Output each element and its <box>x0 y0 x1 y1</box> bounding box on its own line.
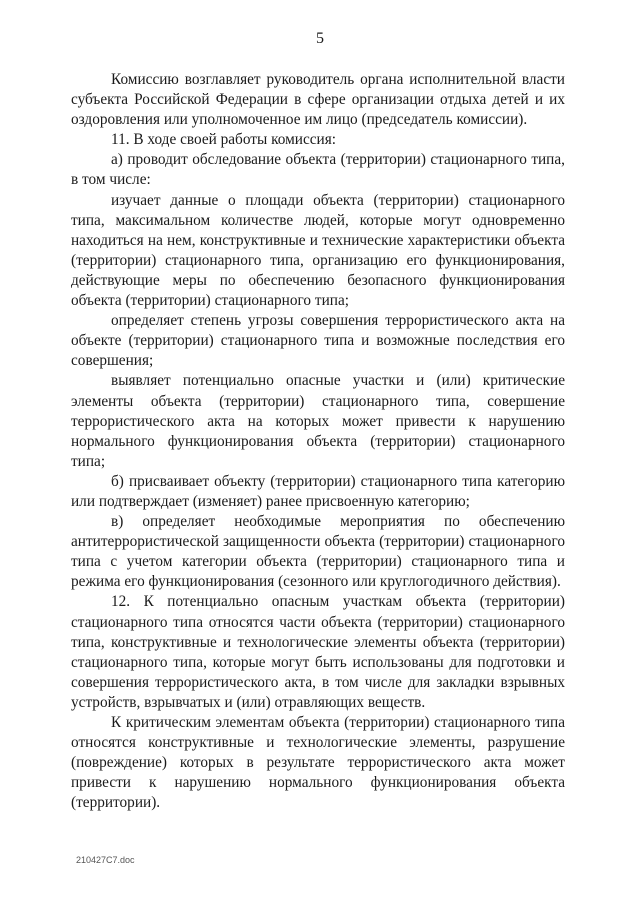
document-footer: 210427C7.doc <box>76 855 135 865</box>
page-number: 5 <box>316 30 324 47</box>
paragraph-threat-level: определяет степень угрозы совершения террористического акта на объекте (территории) стационарного типа и возможные последствия его совершения; <box>71 312 565 370</box>
document-body <box>71 70 565 813</box>
paragraph-item-11a: а) проводит обследование объекта (территории) стационарного типа, в том числе: <box>71 151 565 189</box>
paragraph-item-12: 12. К потенциально опасным участкам объекта (территории) стационарного типа относятся части объекта (территории) стационарного типа, конструктивные и технологические элементы объекта (территории) стационарного типа, которые могут быть использованы для подготовки и совершения террористического акта, в том числе для закладки взрывных устройств, взрывчатых и (или) отравляющих веществ. <box>71 593 565 711</box>
paragraph-item-11: 11. В ходе своей работы комиссия: <box>111 131 337 149</box>
paragraph-commission-head: Комиссию возглавляет руководитель органа исполнительной власти субъекта Российской Федерации в сфере организации отдыха детей и их оздоровления или уполномоченное им лицо (председатель комиссии). <box>71 71 565 129</box>
paragraph-critical-elements: К критическим элементам объекта (территории) стационарного типа относятся конструктивные и технологические элементы, разрушение (повреждение) которых в результате террористического акта может привести к нарушению нормального функционирования объекта (территории). <box>71 714 565 812</box>
paragraph-studies-data: изучает данные о площади объекта (территории) стационарного типа, максимальном количестве людей, которые могут одновременно находиться на нем, конструктивные и технические характеристики объекта (территории) стационарного типа, организацию его функционирования, действующие меры по обеспечению безопасного функционирования объекта (территории) стационарного типа; <box>71 191 565 310</box>
paragraph-item-11v: в) определяет необходимые мероприятия по обеспечению антитеррористической защищенности объекта (территории) стационарного типа с учетом категории объекта (территории) стационарного типа и режима его функционирования (сезонного или круглогодичного действия). <box>71 513 565 591</box>
paragraph-item-11b: б) присваивает объекту (территории) стационарного типа категорию или подтверждает (изменяет) ранее присвоенную категорию; <box>71 472 565 510</box>
paragraph-identifies-areas: выявляет потенциально опасные участки и (или) критические элементы объекта (территории) стационарного типа, совершение террористического акта на которых может привести к нарушению нормального функционирования объекта (территории) стационарного типа; <box>71 372 565 470</box>
